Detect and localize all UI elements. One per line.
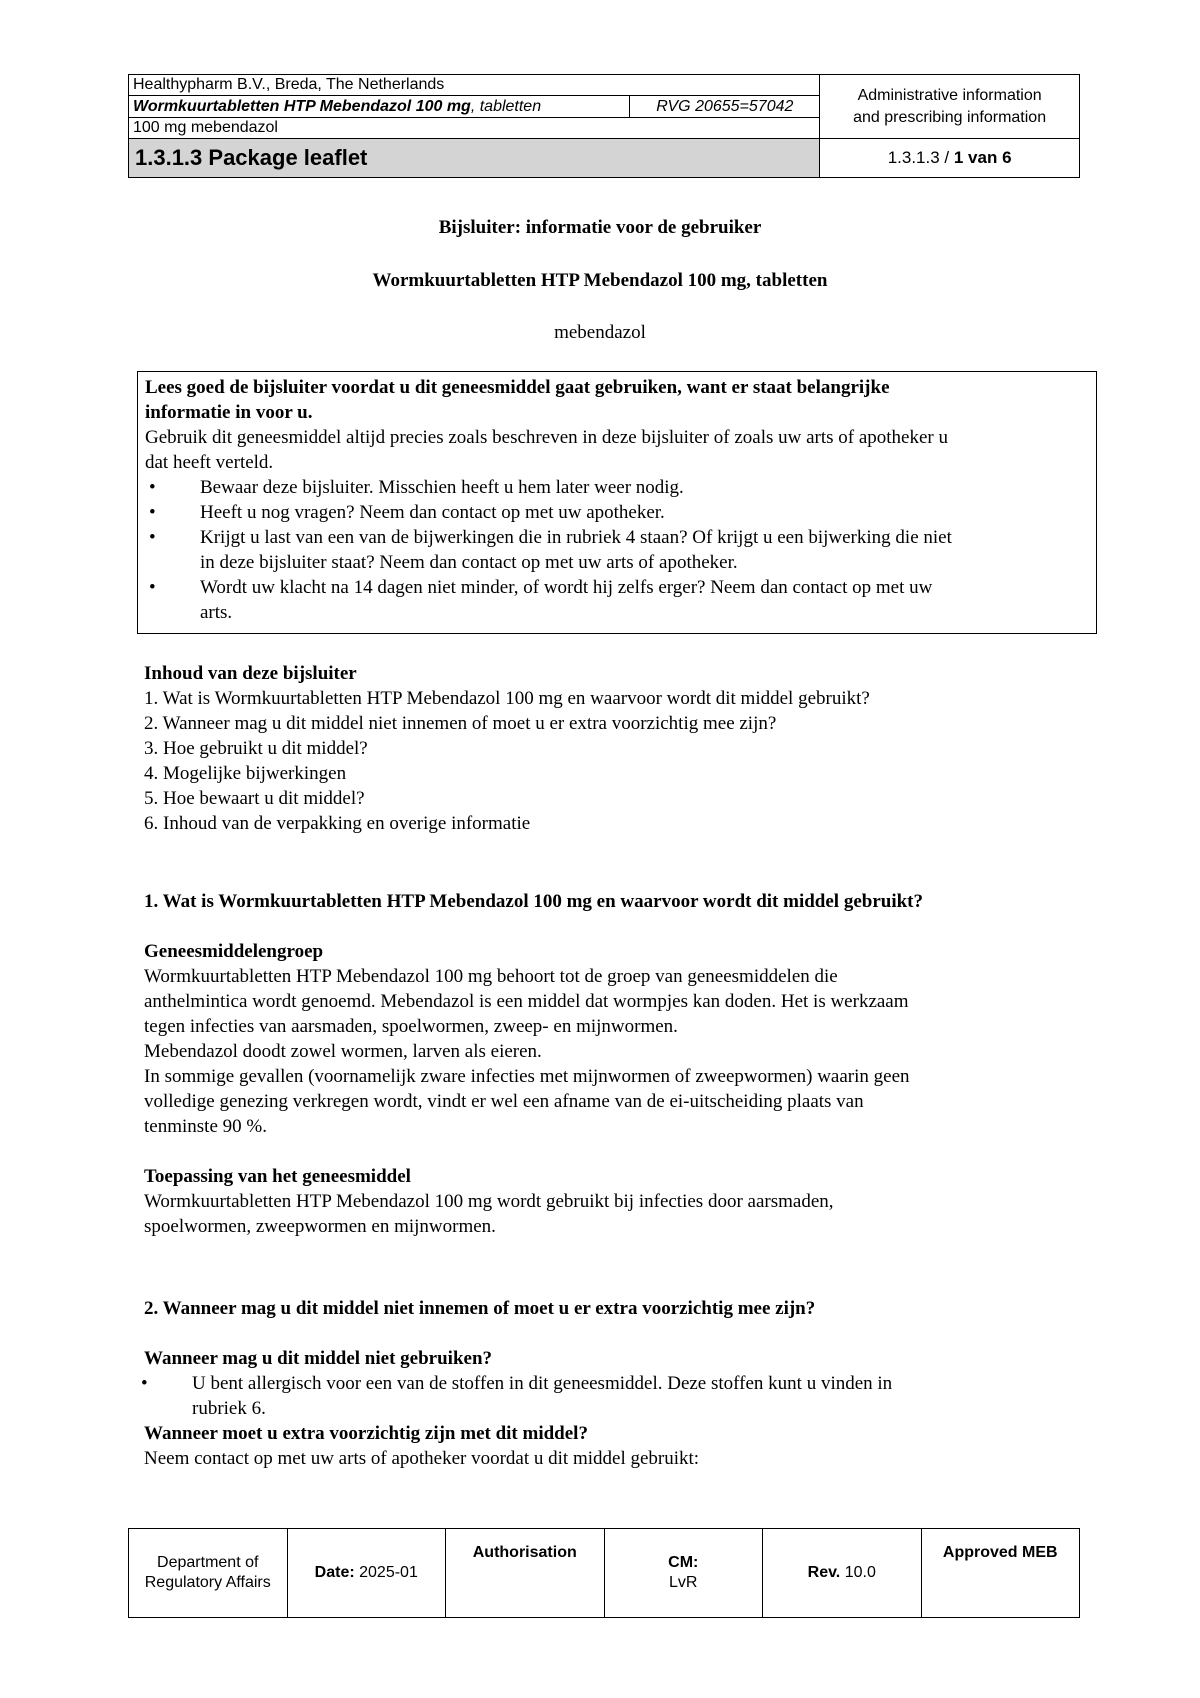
- paragraph-line: Wormkuurtabletten HTP Mebendazol 100 mg behoort tot de groep van geneesmiddelen die: [144, 966, 838, 987]
- cm-label: CM:: [668, 1554, 699, 1571]
- notice-text-2: dat heeft verteld.: [145, 452, 274, 473]
- contents-item: 2. Wanneer mag u dit middel niet innemen of moet u er extra voorzichtig mee zijn?: [144, 713, 777, 734]
- approved-cell: [921, 1529, 1080, 1618]
- notice-text-1: Gebruik dit geneesmiddel altijd precies zoals beschreven in deze bijsluiter of zoals uw arts of apotheker u: [145, 427, 949, 448]
- cm-value: LvR: [669, 1574, 698, 1591]
- bullet-icon: •: [141, 1373, 148, 1394]
- section-2: [141, 1296, 1084, 1471]
- leaflet-heading: Bijsluiter: informatie voor de gebruiker: [438, 217, 762, 238]
- notice-lead-1: Lees goed de bijsluiter voordat u dit geneesmiddel gaat gebruiken, want er staat belangrijke: [145, 377, 890, 398]
- bullet-icon: •: [149, 577, 156, 598]
- contents-item: 1. Wat is Wormkuurtabletten HTP Mebendazol 100 mg en waarvoor wordt dit middel gebruikt?: [144, 688, 870, 709]
- paragraph-line: volledige genezing verkregen wordt, vindt er wel een afname van de ei-uitscheiding plaats van: [144, 1091, 864, 1112]
- bullet-icon: •: [149, 477, 156, 498]
- dept-line-2: Regulatory Affairs: [144, 1574, 271, 1591]
- not-use-title: Wanneer mag u dit middel niet gebruiken?: [144, 1348, 493, 1369]
- product-name-rest: , tabletten: [470, 97, 542, 115]
- contents-item: 5. Hoe bewaart u dit middel?: [144, 788, 365, 809]
- product-name-cell: [129, 96, 630, 118]
- rev-label: Rev.: [807, 1564, 841, 1581]
- substance-strength: 100 mg mebendazol: [129, 118, 820, 139]
- page-value: 1 van 6: [953, 148, 1012, 167]
- dept-line-1: Department of: [157, 1554, 259, 1571]
- paragraph-line: tenminste 90 %.: [144, 1116, 267, 1137]
- section-1-title: 1. Wat is Wormkuurtabletten HTP Mebendazol 100 mg en waarvoor wordt dit middel gebruikt?: [144, 891, 924, 912]
- paragraph-line: anthelmintica wordt genoemd. Mebendazol is een middel dat wormpjes kan doden. Het is werkzaam: [144, 991, 909, 1012]
- date-value: 2025-01: [354, 1564, 418, 1581]
- group-title: Geneesmiddelengroep: [144, 941, 324, 962]
- bullet-icon: •: [149, 502, 156, 523]
- use-title: Toepassing van het geneesmiddel: [144, 1166, 411, 1187]
- page-number: [820, 139, 1080, 178]
- section-1: [144, 889, 1084, 1239]
- document-header: [128, 74, 1080, 178]
- section-title: 1.3.1.3 Package leaflet: [129, 139, 820, 178]
- date-label: Date:: [314, 1564, 355, 1581]
- contents-item: 4. Mogelijke bijwerkingen: [144, 763, 347, 784]
- notice-lead-2: informatie in voor u.: [145, 402, 313, 423]
- paragraph-line: Wormkuurtabletten HTP Mebendazol 100 mg wordt gebruikt bij infecties door aarsmaden,: [144, 1191, 834, 1212]
- admin-line-2: and prescribing information: [853, 108, 1047, 126]
- product-name-bold: Wormkuurtabletten HTP Mebendazol 100 mg: [133, 97, 471, 115]
- careful-title: Wanneer moet u extra voorzichtig zijn met dit middel?: [144, 1423, 588, 1444]
- contents-item: 3. Hoe gebruikt u dit middel?: [144, 738, 368, 759]
- contents-title: Inhoud van deze bijsluiter: [144, 663, 357, 684]
- date-cell: [287, 1529, 446, 1618]
- approved-label: Approved MEB: [942, 1544, 1058, 1561]
- contents-section: [144, 661, 1084, 836]
- leaflet-product: Wormkuurtabletten HTP Mebendazol 100 mg, tabletten: [372, 270, 828, 291]
- paragraph-line: In sommige gevallen (voornamelijk zware infecties met mijnwormen of zweepwormen) waarin geen: [144, 1066, 910, 1087]
- contents-item: 6. Inhoud van de verpakking en overige informatie: [144, 813, 531, 834]
- notice-bullet-continuation: in deze bijsluiter staat? Neem dan contact op met uw arts of apotheker.: [200, 552, 738, 573]
- notice-bullet: • Bewaar deze bijsluiter. Misschien heeft u hem later weer nodig.: [149, 477, 684, 498]
- notice-bullet-continuation: arts.: [200, 602, 233, 623]
- authorisation-label: Authorisation: [472, 1544, 577, 1561]
- page-prefix: 1.3.1.3 /: [887, 148, 954, 167]
- careful-text: Neem contact op met uw arts of apotheker voordat u dit middel gebruikt:: [144, 1448, 700, 1469]
- paragraph-line: tegen infecties van aarsmaden, spoelwormen, zweep- en mijnwormen.: [144, 1016, 678, 1037]
- department-cell: [129, 1529, 288, 1618]
- company-name: Healthypharm B.V., Breda, The Netherlands: [129, 75, 820, 96]
- admin-info-cell: [820, 75, 1080, 139]
- revision-cell: [763, 1529, 922, 1618]
- notice-bullet: • Heeft u nog vragen? Neem dan contact op met uw apotheker.: [149, 502, 665, 523]
- notice-box: [137, 371, 1097, 634]
- admin-line-1: Administrative information: [857, 86, 1042, 104]
- cm-cell: [604, 1529, 763, 1618]
- rvg-number: RVG 20655=57042: [630, 96, 820, 118]
- notice-bullet: • Krijgt u last van een van de bijwerkingen die in rubriek 4 staan? Of krijgt u een bijwerking die niet: [149, 527, 952, 548]
- document-footer: [128, 1528, 1080, 1618]
- bullet-icon: •: [149, 527, 156, 548]
- notice-bullet: • Wordt uw klacht na 14 dagen niet minder, of wordt hij zelfs erger? Neem dan contact op met uw: [149, 577, 933, 598]
- not-use-bullet-continuation: rubriek 6.: [192, 1398, 266, 1419]
- section-2-title: 2. Wanneer mag u dit middel niet innemen of moet u er extra voorzichtig mee zijn?: [144, 1298, 816, 1319]
- paragraph-line: spoelwormen, zweepwormen en mijnwormen.: [144, 1216, 496, 1237]
- paragraph-line: Mebendazol doodt zowel wormen, larven als eieren.: [144, 1041, 542, 1062]
- rev-value: 10.0: [840, 1564, 876, 1581]
- leaflet-substance: mebendazol: [554, 322, 646, 343]
- not-use-bullet: • U bent allergisch voor een van de stoffen in dit geneesmiddel. Deze stoffen kunt u vinden in: [141, 1373, 893, 1394]
- authorisation-cell: [446, 1529, 605, 1618]
